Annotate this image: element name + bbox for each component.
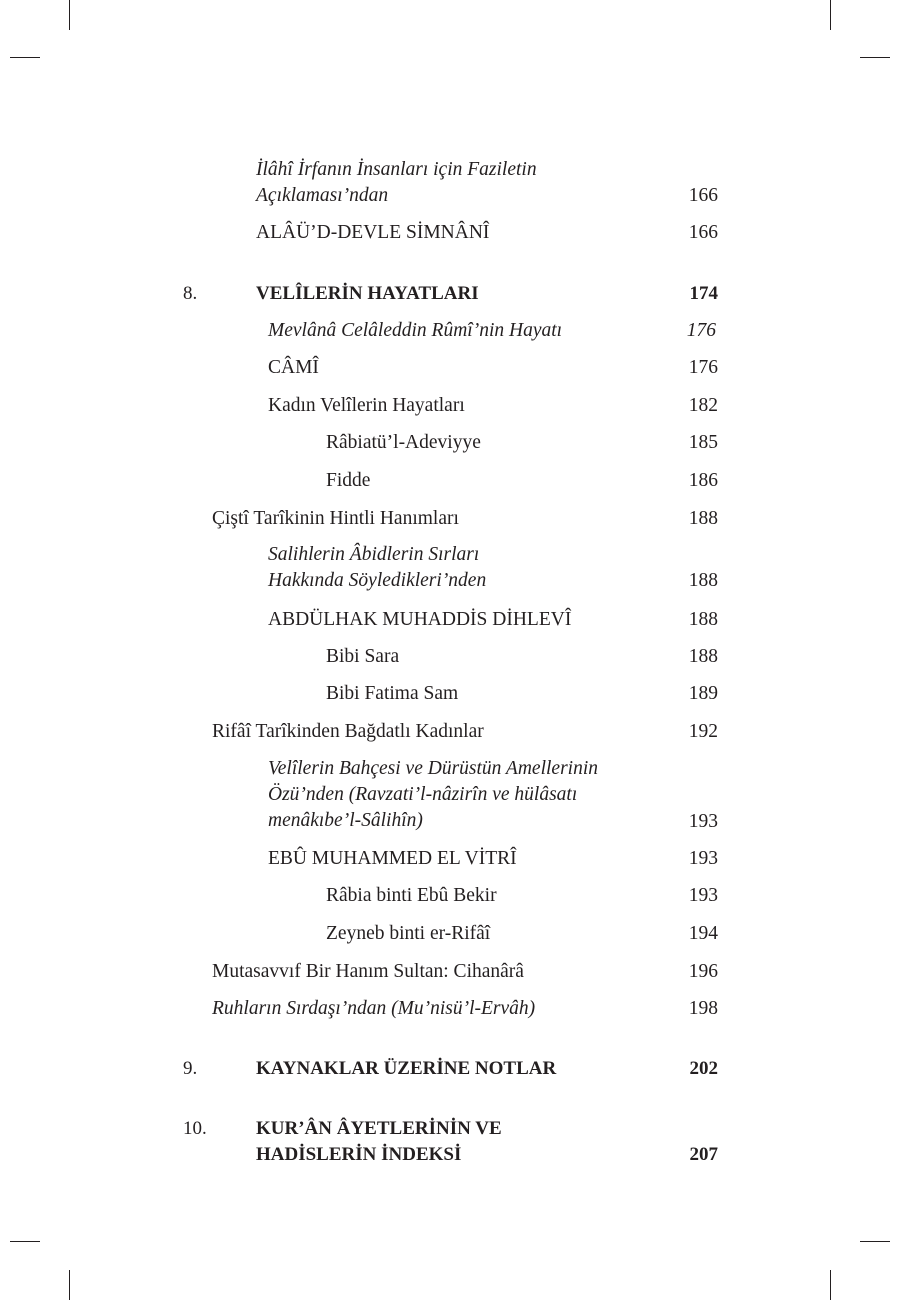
toc-entry-title-line: Bibi Fatima Sam <box>326 683 459 704</box>
toc-entry-title <box>268 542 486 594</box>
toc-entry-page: 194 <box>688 923 718 944</box>
chapter-number: 8. <box>183 283 198 304</box>
toc-entry-title-line: Ruhların Sırdaşı’ndan (Mu’nisü’l-Ervâh) <box>212 998 536 1019</box>
toc-entry-title <box>268 318 562 344</box>
toc-entry-title <box>212 959 524 985</box>
chapter-title-line: KUR’ÂN ÂYETLERİNİN VE <box>256 1118 502 1139</box>
toc-entry-title-line: Bibi Sara <box>326 646 400 667</box>
toc-entry-title <box>256 220 489 246</box>
toc-entry-page: 202 <box>689 1058 718 1079</box>
toc-entry-title-line: ABDÜLHAK MUHADDİS DİHLEVÎ <box>268 609 572 630</box>
toc-entry-page: 174 <box>689 283 718 304</box>
toc-entry-title-line: Rifâî Tarîkinden Bağdatlı Kadınlar <box>212 721 484 742</box>
toc-entry-title-line: CÂMÎ <box>268 357 319 378</box>
toc-entry-title-line: Zeyneb binti er-Rifâî <box>326 923 491 944</box>
toc-entry-title-line: Kadın Velîlerin Hayatları <box>268 395 465 416</box>
chapter-title <box>256 1056 556 1082</box>
toc-entry-title <box>212 996 535 1022</box>
toc-entry-title-line: Hakkında Söyledikleri’nden <box>268 570 487 591</box>
toc-entry-title-line: Fidde <box>326 470 371 491</box>
toc-entry-title-line: Çiştî Tarîkinin Hintli Hanımları <box>212 508 459 529</box>
toc-entry-title-line: Mevlânâ Celâleddin Rûmî’nin Hayatı <box>268 320 563 341</box>
toc-entry-page: 192 <box>688 721 718 742</box>
toc-entry-title-line: İlâhî İrfanın İnsanları için Faziletin <box>256 159 537 180</box>
toc-entry-title-line: Mutasavvıf Bir Hanım Sultan: Cihanârâ <box>212 961 524 982</box>
toc-entry-title <box>268 607 571 633</box>
toc-entry-title-line: Râbia binti Ebû Bekir <box>326 885 497 906</box>
chapter-title-line: KAYNAKLAR ÜZERİNE NOTLAR <box>256 1058 557 1079</box>
toc-entry-title-line: Salihlerin Âbidlerin Sırları <box>268 544 480 565</box>
toc-entry-page: 186 <box>688 470 718 491</box>
chapter-number: 10. <box>183 1118 207 1139</box>
toc-entry-title-line: EBÛ MUHAMMED EL VİTRÎ <box>268 848 517 869</box>
toc-entry-title <box>212 506 459 532</box>
toc-entry-page: 188 <box>688 609 718 630</box>
toc-entry-page: 193 <box>688 811 718 832</box>
chapter-title-line: VELÎLERİN HAYATLARI <box>256 283 479 304</box>
toc-entry-title <box>212 719 484 745</box>
chapter-title <box>256 1116 502 1168</box>
toc-entry-page: 193 <box>688 848 718 869</box>
chapter-title <box>256 281 479 307</box>
toc-entry-page: 196 <box>688 961 718 982</box>
toc-entry-title <box>268 756 598 834</box>
chapter-title-line: HADİSLERİN İNDEKSİ <box>256 1144 462 1165</box>
toc-entry-page: 166 <box>688 222 718 243</box>
toc-entry-page: 193 <box>688 885 718 906</box>
toc-entry-page: 188 <box>688 508 718 529</box>
toc-entry-page: 185 <box>688 432 718 453</box>
toc-entry-page: 198 <box>688 998 718 1019</box>
toc-entry-title <box>256 157 537 209</box>
toc-entry-title <box>326 430 481 456</box>
toc-entry-page: 189 <box>688 683 718 704</box>
toc-entry-title <box>268 846 517 872</box>
toc-entry-page: 207 <box>689 1144 718 1165</box>
toc-entry-page: 182 <box>688 395 718 416</box>
toc-entry-title-line: Açıklaması’ndan <box>256 185 389 206</box>
toc-entry-page: 166 <box>688 185 718 206</box>
toc-entry-title-line: Râbiatü’l-Adeviyye <box>326 432 481 453</box>
toc-entry-title <box>326 681 458 707</box>
chapter-number: 9. <box>183 1058 198 1079</box>
toc-entry-title <box>268 393 465 419</box>
toc-entry-title-line: Özü’nden (Ravzati’l-nâzirîn ve hülâsatı <box>268 784 578 805</box>
toc-entry-page: 188 <box>688 646 718 667</box>
toc-entry-page: 176 <box>688 357 718 378</box>
toc-entry-title-line: ALÂÜ’D-DEVLE SİMNÂNÎ <box>256 222 490 243</box>
toc-entry-title <box>326 468 370 494</box>
toc-entry-title <box>326 883 497 909</box>
toc-entry-page: 176 <box>686 320 716 341</box>
toc-entry-page: 188 <box>688 570 718 591</box>
toc-entry-title <box>326 921 490 947</box>
toc-entry-title <box>326 644 399 670</box>
toc-entry-title <box>268 355 319 381</box>
toc-entry-title-line: Velîlerin Bahçesi ve Dürüstün Amellerinin <box>268 758 598 779</box>
toc-entry-title-line: menâkıbe’l-Sâlihîn) <box>268 810 423 831</box>
